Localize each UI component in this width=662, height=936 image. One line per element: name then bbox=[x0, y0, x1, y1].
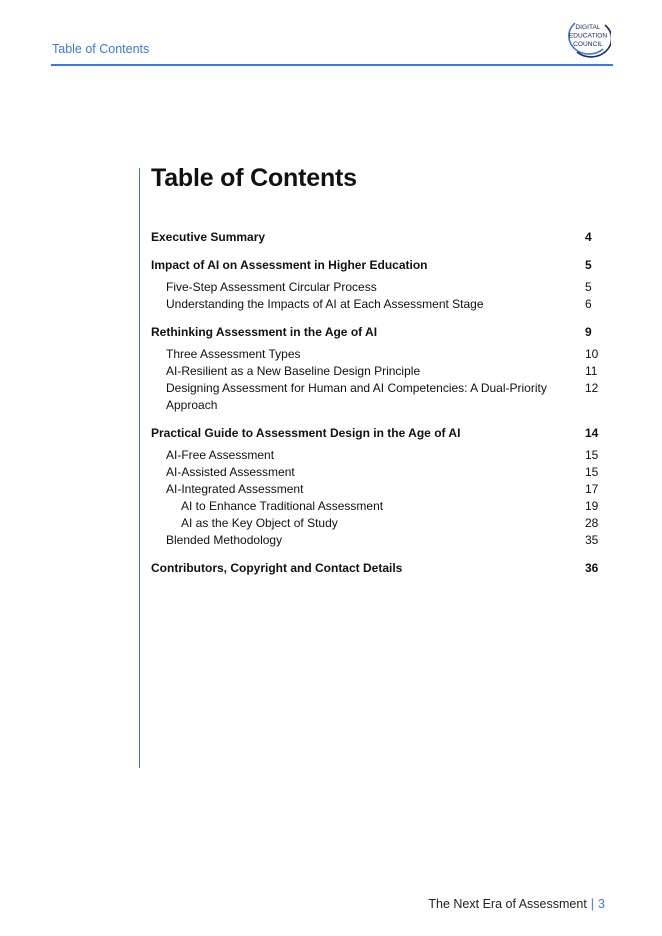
toc-entry-title: Contributors, Copyright and Contact Details bbox=[151, 561, 403, 575]
toc-entry[interactable] bbox=[151, 532, 601, 549]
toc-entry-title: Designing Assessment for Human and AI Competencies: A Dual-Priority Approach bbox=[166, 381, 547, 412]
toc-entry-title: Executive Summary bbox=[151, 230, 266, 244]
toc-entry[interactable] bbox=[151, 481, 601, 498]
footer-document-title: The Next Era of Assessment bbox=[428, 897, 587, 911]
toc-entry-page: 28 bbox=[585, 516, 599, 530]
toc-entry[interactable] bbox=[151, 560, 601, 577]
toc-entry[interactable] bbox=[151, 498, 601, 515]
toc-entry-page: 4 bbox=[585, 230, 592, 244]
toc-entry-page: 9 bbox=[585, 325, 592, 339]
toc-entry-page: 15 bbox=[585, 465, 599, 479]
toc-entry-page: 15 bbox=[585, 448, 599, 462]
toc-entry-page: 10 bbox=[585, 347, 599, 361]
toc-entry-title: AI to Enhance Traditional Assessment bbox=[181, 499, 384, 513]
toc-entry-title: Three Assessment Types bbox=[166, 347, 301, 361]
toc-entry-title: Understanding the Impacts of AI at Each Assessment Stage bbox=[166, 297, 484, 311]
toc-entry-title: AI-Assisted Assessment bbox=[166, 465, 295, 479]
table-of-contents bbox=[151, 229, 601, 582]
toc-entry-page: 35 bbox=[585, 533, 599, 547]
toc-entry[interactable] bbox=[151, 380, 601, 414]
toc-entry-title: AI-Resilient as a New Baseline Design Principle bbox=[166, 364, 421, 378]
toc-entry-title: Five-Step Assessment Circular Process bbox=[166, 280, 377, 294]
logo-text-line-1: DIGITAL bbox=[575, 24, 601, 31]
toc-entry[interactable] bbox=[151, 464, 601, 481]
toc-entry-page: 14 bbox=[585, 426, 599, 440]
footer-page-number: 3 bbox=[598, 897, 605, 911]
toc-entry[interactable] bbox=[151, 324, 601, 341]
toc-entry[interactable] bbox=[151, 447, 601, 464]
toc-entry-page: 17 bbox=[585, 482, 599, 496]
digital-education-council-logo bbox=[563, 16, 611, 58]
toc-entry-page: 11 bbox=[585, 364, 598, 378]
toc-entry[interactable] bbox=[151, 515, 601, 532]
toc-entry-page: 19 bbox=[585, 499, 599, 513]
toc-entry-page: 6 bbox=[585, 297, 592, 311]
toc-entry-title: Practical Guide to Assessment Design in the Age of AI bbox=[151, 426, 461, 440]
toc-entry-title: AI-Free Assessment bbox=[166, 448, 275, 462]
toc-entry-title: Impact of AI on Assessment in Higher Education bbox=[151, 258, 428, 272]
toc-entry[interactable] bbox=[151, 425, 601, 442]
header-rule bbox=[51, 64, 613, 66]
toc-entry-title: Rethinking Assessment in the Age of AI bbox=[151, 325, 378, 339]
logo-text-line-3: COUNCIL bbox=[573, 41, 603, 48]
toc-entry-title: AI as the Key Object of Study bbox=[181, 516, 338, 530]
toc-entry-page: 5 bbox=[585, 258, 592, 272]
toc-entry-page: 5 bbox=[585, 280, 592, 294]
toc-entry[interactable] bbox=[151, 229, 601, 246]
margin-rule bbox=[139, 168, 140, 768]
toc-entry[interactable] bbox=[151, 257, 601, 274]
toc-entry[interactable] bbox=[151, 363, 601, 380]
toc-entry-page: 36 bbox=[585, 561, 599, 575]
toc-entry[interactable] bbox=[151, 346, 601, 363]
footer-separator: | bbox=[590, 897, 595, 911]
running-header: Table of Contents bbox=[52, 42, 150, 56]
toc-entry-page: 12 bbox=[585, 381, 599, 395]
toc-entry[interactable] bbox=[151, 296, 601, 313]
toc-entry[interactable] bbox=[151, 279, 601, 296]
logo-text-line-2: EDUCATION bbox=[568, 32, 608, 40]
toc-entry-title: Blended Methodology bbox=[166, 533, 283, 547]
page-footer bbox=[428, 897, 605, 911]
page-title: Table of Contents bbox=[151, 164, 357, 192]
toc-entry-title: AI-Integrated Assessment bbox=[166, 482, 304, 496]
